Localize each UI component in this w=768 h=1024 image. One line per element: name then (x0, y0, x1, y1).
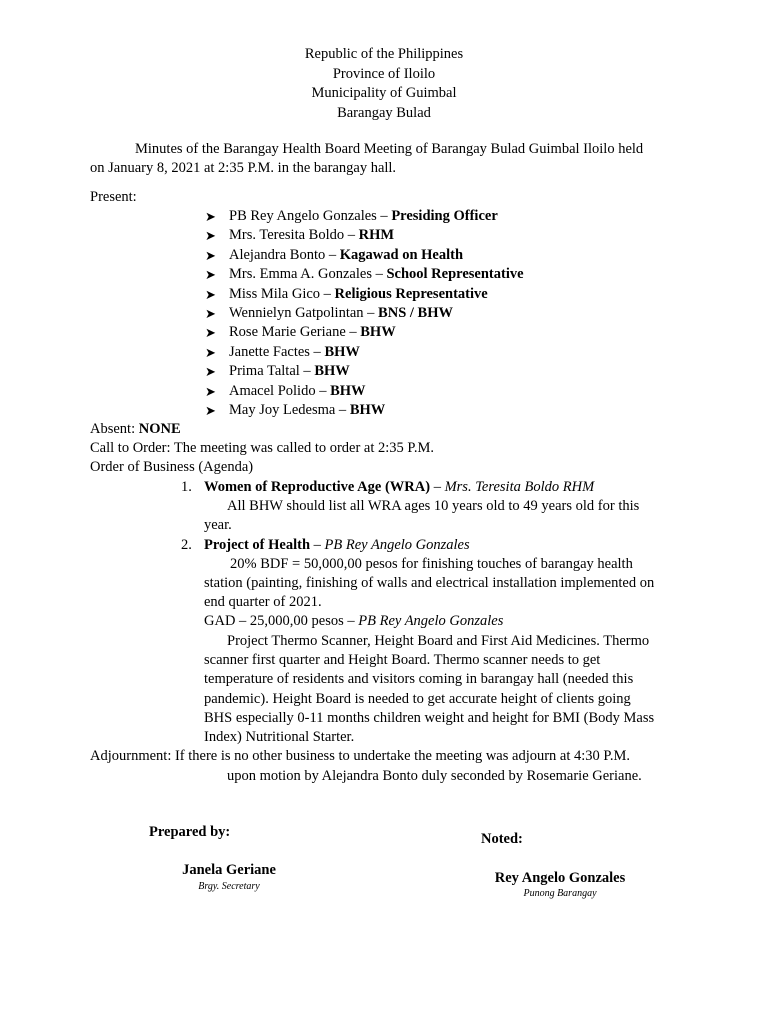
present-label: Present: (90, 189, 137, 205)
list-item: ➤ May Joy Ledesma – BHW (205, 401, 524, 420)
document-header (0, 45, 768, 123)
header-line-municipality: Municipality of Guimbal (311, 85, 457, 101)
agenda-item-2-line-1: 20% BDF = 50,000,00 pesos for finishing touches of barangay health (230, 556, 633, 572)
prepared-by-title: Brgy. Secretary (198, 881, 260, 892)
list-item: ➤ Mrs. Teresita Boldo – RHM (205, 226, 524, 245)
absent-line: Absent: NONE (90, 421, 181, 437)
intro-line-2: on January 8, 2021 at 2:35 P.M. in the barangay hall. (90, 160, 397, 176)
agenda-item-1-number: 1. (181, 479, 192, 495)
list-item: ➤ Wennielyn Gatpolintan – BNS / BHW (205, 304, 524, 323)
arrow-bullet-icon: ➤ (205, 228, 216, 244)
intro-line-1: Minutes of the Barangay Health Board Meeting of Barangay Bulad Guimbal Iloilo held (135, 141, 644, 157)
list-item: ➤ Amacel Polido – BHW (205, 382, 524, 401)
prepared-by-label: Prepared by: (149, 824, 231, 840)
gad-line-5: BHS especially 0-11 months children weight and height for BMI (Body Mass (204, 710, 655, 726)
noted-label: Noted: (481, 831, 523, 847)
agenda-item-2-line-3: end quarter of 2021. (204, 594, 322, 610)
arrow-bullet-icon: ➤ (205, 364, 216, 380)
arrow-bullet-icon: ➤ (205, 306, 216, 322)
list-item: ➤ Miss Mila Gico – Religious Representative (205, 285, 524, 304)
arrow-bullet-icon: ➤ (205, 286, 216, 302)
noted-by-title: Punong Barangay (523, 888, 597, 899)
attendee-list (205, 207, 524, 420)
arrow-bullet-icon: ➤ (205, 403, 216, 419)
agenda-item-1-heading: Women of Reproductive Age (WRA) – Mrs. Teresita Boldo RHM (204, 479, 595, 495)
call-to-order: Call to Order: The meeting was called to order at 2:35 P.M. (90, 440, 435, 456)
header-line-republic: Republic of the Philippines (304, 46, 464, 62)
list-item: ➤ Alejandra Bonto – Kagawad on Health (205, 246, 524, 265)
prepared-by-name: Janela Geriane (182, 862, 276, 878)
order-of-business: Order of Business (Agenda) (90, 459, 254, 475)
agenda-item-2-number: 2. (181, 537, 192, 553)
list-item: ➤ Rose Marie Geriane – BHW (205, 323, 524, 342)
gad-heading: GAD – 25,000,00 pesos – PB Rey Angelo Gonzales (204, 613, 504, 629)
arrow-bullet-icon: ➤ (205, 209, 216, 224)
arrow-bullet-icon: ➤ (205, 383, 216, 399)
agenda-item-1-line-2: year. (204, 517, 232, 533)
adjournment-line-2: upon motion by Alejandra Bonto duly seconded by Rosemarie Geriane. (227, 768, 642, 784)
gad-line-2: scanner first quarter and Height Board. Thermo scanner needs to get (204, 652, 601, 668)
gad-line-4: pandemic). Height Board is needed to get accurate height of clients going (204, 691, 631, 707)
arrow-bullet-icon: ➤ (205, 267, 216, 283)
arrow-bullet-icon: ➤ (205, 325, 216, 341)
arrow-bullet-icon: ➤ (205, 344, 216, 360)
list-item: ➤ Mrs. Emma A. Gonzales – School Representative (205, 265, 524, 284)
header-line-province: Province of Iloilo (332, 65, 436, 82)
list-item: ➤ Prima Taltal – BHW (205, 362, 524, 381)
agenda-item-2-heading: Project of Health – PB Rey Angelo Gonzales (204, 537, 470, 553)
agenda-item-1-line-1: All BHW should list all WRA ages 10 years old to 49 years old for this (227, 498, 640, 514)
list-item: ➤ PB Rey Angelo Gonzales – Presiding Officer (205, 207, 524, 226)
header-line-barangay: Barangay Bulad (337, 104, 431, 121)
gad-line-6: Index) Nutritional Starter. (204, 729, 355, 745)
arrow-bullet-icon: ➤ (205, 247, 216, 263)
adjournment-line-1: Adjournment: If there is no other business to undertake the meeting was adjourn at 4:30 P.M. (90, 748, 631, 764)
agenda-item-2-line-2: station (painting, finishing of walls and electrical installation implemented on (204, 575, 655, 591)
gad-line-3: temperature of residents and visitors coming in barangay hall (needed this (204, 671, 634, 687)
noted-by-name: Rey Angelo Gonzales (494, 870, 626, 886)
gad-line-1: Project Thermo Scanner, Height Board and First Aid Medicines. Thermo (227, 633, 650, 649)
list-item: ➤ Janette Factes – BHW (205, 343, 524, 362)
